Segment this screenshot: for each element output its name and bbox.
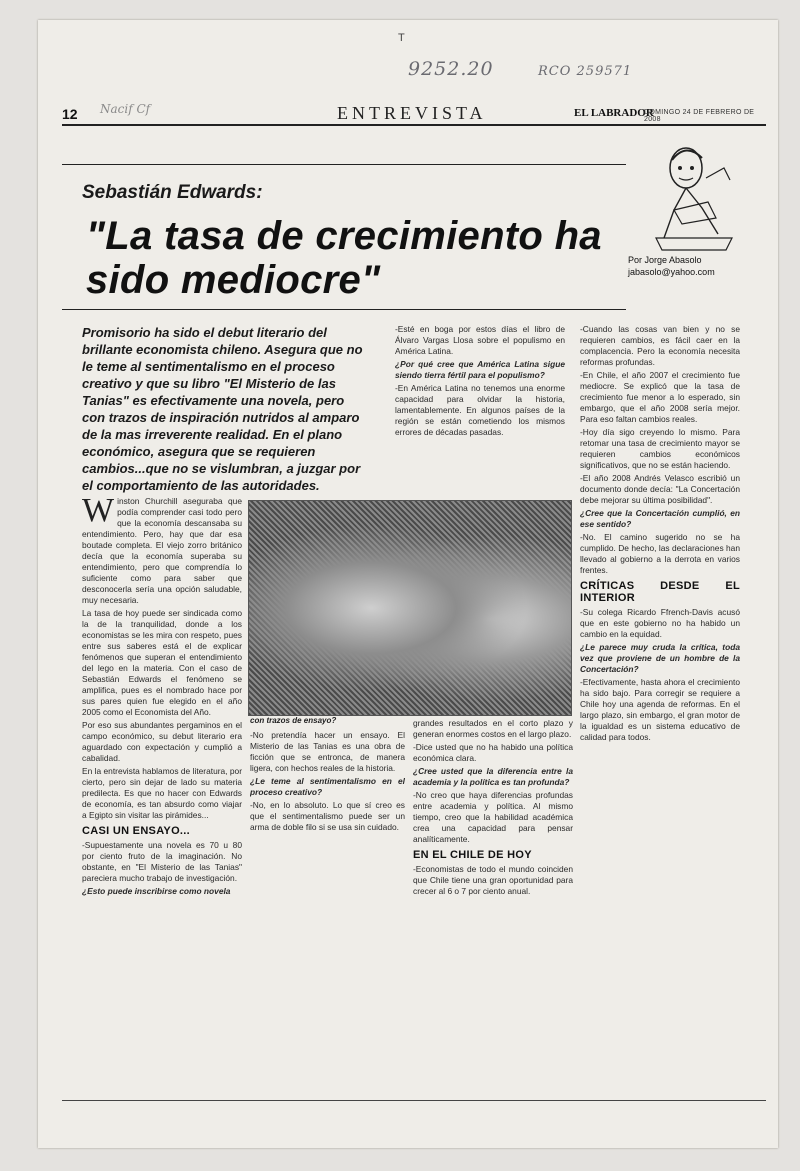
author-email[interactable]: jabasolo@yahoo.com — [628, 267, 715, 277]
column-5 — [413, 718, 573, 1098]
pencil-note: Nacif Cf — [100, 102, 151, 116]
paragraph: -En América Latina no tenemos una enorme capacidad para olvidar la historia, lamentablemente. En algunos países de la región se están cometiendo los mismos errores de décadas pasadas. — [395, 383, 565, 437]
paragraph: -En Chile, el año 2007 el crecimiento fue mediocre. Se explicó que la tasa de crecimiento fue menor a lo esperado, sin embargo, que el año 2008 sería mejor. Para eso faltan cambios reales. — [580, 370, 740, 424]
paragraph: -Economistas de todo el mundo coinciden que Chile tiene una gran oportunidad para crecer al 6 o 7 por ciento anual. — [413, 864, 573, 896]
paragraph: grandes resultados en el corto plazo y generan enormes costos en el largo plazo. — [413, 718, 573, 739]
publication-date: DOMINGO 24 DE FEBRERO DE 2008 — [644, 109, 755, 123]
column-2 — [395, 324, 565, 484]
author-caricature-icon — [646, 138, 738, 256]
paragraph: inston Churchill aseguraba que podía comprender casi todo pero que la economía descansaba su entendimiento. Pero, hay que dar esa boutade completa. El viejo zorro británico decía que la economía superaba su entendimiento, pero que comprendía lo suficiente como para saber que desconocerla sería una opción saludable, muy necesaria. — [82, 496, 242, 605]
column-3 — [580, 324, 740, 1104]
bottom-rule — [62, 1100, 766, 1101]
paragraph: -Hoy día sigo creyendo lo mismo. Para retomar una tasa de crecimiento mayor se requieren cambios económicos significativos, que no se están haciendo. — [580, 427, 740, 470]
paragraph: Por eso sus abundantes pergaminos en el campo económico, su debut literario era aguardado con expectación y cumplió a cabalidad. — [82, 720, 242, 763]
paragraph: -Cuando las cosas van bien y no se requieren cambios, es fácil caer en la complacencia. Pero la economía necesita reformas profundas. — [580, 324, 740, 367]
paragraph: -Su colega Ricardo Ffrench-Davis acusó que en este gobierno no ha habido un cambio en la equidad. — [580, 607, 740, 639]
paragraph: -Efectivamente, hasta ahora el crecimiento ha sido bajo. Para corregir se requiere a Chile hoy una agenda de reformas. En el largo plazo, sin embargo, el gran motor de la igualdad es un sistema educativo de calidad para todos. — [580, 677, 740, 742]
question: ¿Cree usted que la diferencia entre la academia y la política es tan profunda? — [413, 766, 573, 787]
paragraph: -No. El camino sugerido no se ha cumplido. De hecho, las declaraciones han llevado al gobierno a la derrota en varios frentes. — [580, 532, 740, 575]
interview-photo — [248, 500, 572, 716]
subheading: CRÍTICAS DESDE EL INTERIOR — [580, 580, 740, 604]
question: ¿Le parece muy cruda la crítica, toda vez que proviene de un hombre de la Concertación? — [580, 642, 740, 674]
photo-caption: con trazos de ensayo? — [250, 716, 337, 725]
paragraph: -El año 2008 Andrés Velasco escribió un documento donde decía: "La Concertación debe mejorar su última posibilidad". — [580, 473, 740, 505]
question: ¿Le teme al sentimentalismo en el proceso creativo? — [250, 776, 405, 797]
author-name: Por Jorge Abasolo — [628, 255, 702, 265]
paragraph: -Esté en boga por estos días el libro de Álvaro Vargas Llosa sobre el populismo en América Latina. — [395, 324, 565, 356]
paragraph: En la entrevista hablamos de literatura, por cierto, pero sin dejar de lado su materia predilecta. Es que no hacer con Edwards de economía, es tan absurdo como viajar a Egipto sin visitar las pirámides... — [82, 766, 242, 820]
lead-paragraph: Promisorio ha sido el debut literario del brillante economista chileno. Asegura que no le teme al sentimentalismo en el proceso creativo y que su libro "El Misterio de las Tanias" es efectivamente una novela, pero con trazos de inspiración nutridos al amparo de la mas irreverente realidad. En el plano económico, asegura que se requieren cambios...que no se vislumbran, a juzgar por el comportamiento de las autoridades. — [82, 325, 363, 493]
paragraph: -No, en lo absoluto. Lo que sí creo es que el sentimentalismo puede ser un arma de doble filo si se usa sin cuidado. — [250, 800, 405, 832]
subheading: CASI UN ENSAYO... — [82, 825, 190, 837]
paragraph: -No creo que haya diferencias profundas entre academia y política. Al mismo tiempo, creo que la habilidad académica crea una capacidad para pensar analíticamente. — [413, 790, 573, 844]
question: ¿Cree que la Concertación cumplió, en ese sentido? — [580, 508, 740, 529]
byline — [628, 254, 768, 278]
question: ¿Esto puede inscribirse como novela — [82, 886, 231, 896]
drop-cap: W — [82, 496, 115, 529]
question: ¿Por qué cree que América Latina sigue siendo tierra fértil para el populismo? — [395, 359, 565, 380]
paragraph: -Dice usted que no ha habido una política económica clara. — [413, 742, 573, 763]
subheading: EN EL CHILE DE HOY — [413, 849, 532, 861]
paragraph: -No pretendía hacer un ensayo. El Misterio de las Tanias es una obra de ficción que se entronca, de manera ligera, con hechos reales de la historia. — [250, 730, 405, 773]
paragraph: -Supuestamente una novela es 70 u 80 por ciento fruto de la imaginación. No obstante, en "El Misterio de las Tanias" pareciera mucho trabajo de investigación. — [82, 840, 242, 883]
handwritten-pin-mark: T — [398, 32, 405, 44]
section-title: ENTREVISTA — [337, 103, 487, 123]
kicker: Sebastián Edwards: — [82, 182, 263, 203]
column-1 — [82, 496, 242, 1096]
page-header — [62, 104, 766, 126]
handwritten-archive-code-2: RCO 259571 — [538, 64, 633, 79]
headline: "La tasa de crecimiento ha sido mediocre" — [86, 214, 602, 302]
handwritten-archive-code: 9252.20 — [408, 58, 494, 80]
page-number: 12 — [62, 106, 78, 122]
column-4 — [250, 718, 405, 1098]
paragraph: La tasa de hoy puede ser sindicada como la de la tranquilidad, donde a los economistas se les mira con respeto, pues entre sus saberes está el de explicar fenómenos que superan el entendimiento del lego en la materia. Con el caso de Sebastián Edwards el fenómeno se amplifica, pues es el nombrado hace por sus pares quien fue elegido en el año 2005 como el Economista del Año. — [82, 608, 242, 717]
newspaper-name: EL LABRADOR — [574, 107, 654, 119]
